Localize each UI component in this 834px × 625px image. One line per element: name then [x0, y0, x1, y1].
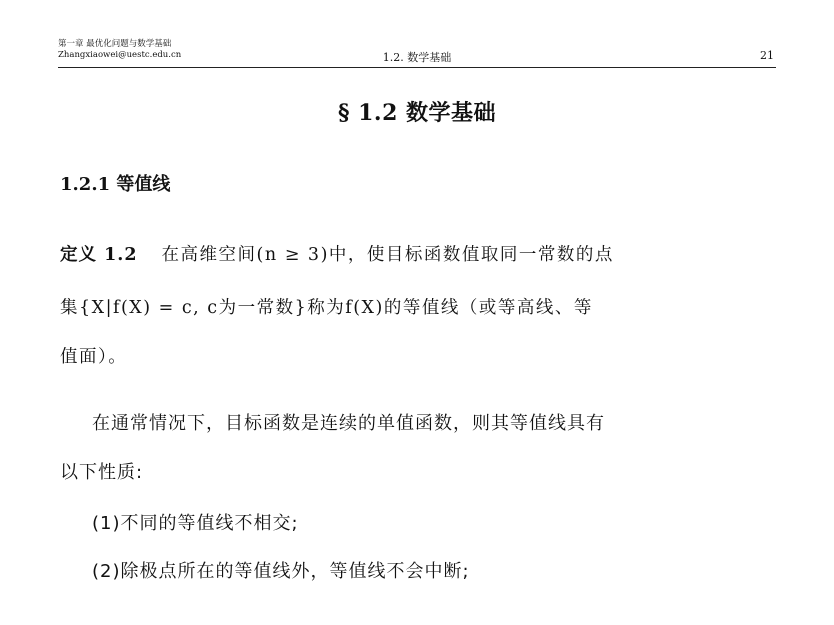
section-title: § 1.2 数学基础 [337, 100, 497, 126]
property-item-2: (2)除极点所在的等值线外，等值线不会中断; [92, 561, 470, 582]
paragraph-line-2: 以下性质: [60, 462, 144, 483]
definition-line-3: 值面）。 [60, 347, 128, 367]
page-number: 21 [760, 49, 774, 62]
header-email: Zhangxiaowei@uestc.edu.cn [58, 50, 182, 60]
definition-text-1: 在高维空间(n ≥ 3)中，使目标函数值取同一常数的点 [161, 245, 614, 265]
definition-line-2: 集{X|f(X) = c, c为一常数}称为f(X)的等值线（或等高线、等 [60, 298, 593, 318]
header-chapter: 第一章 最优化问题与数学基础 [58, 39, 172, 49]
definition-line-1 [60, 241, 776, 266]
paragraph-line-1: 在通常情况下，目标函数是连续的单值函数，则其等值线具有 [92, 413, 605, 434]
running-header [58, 36, 776, 68]
property-item-1: (1)不同的等值线不相交; [92, 513, 299, 534]
header-section: 1.2. 数学基础 [382, 51, 452, 64]
subsection-title: 1.2.1 等值线 [60, 174, 171, 195]
header-rule [58, 67, 776, 68]
definition-label: 定义 1.2 [60, 245, 138, 265]
